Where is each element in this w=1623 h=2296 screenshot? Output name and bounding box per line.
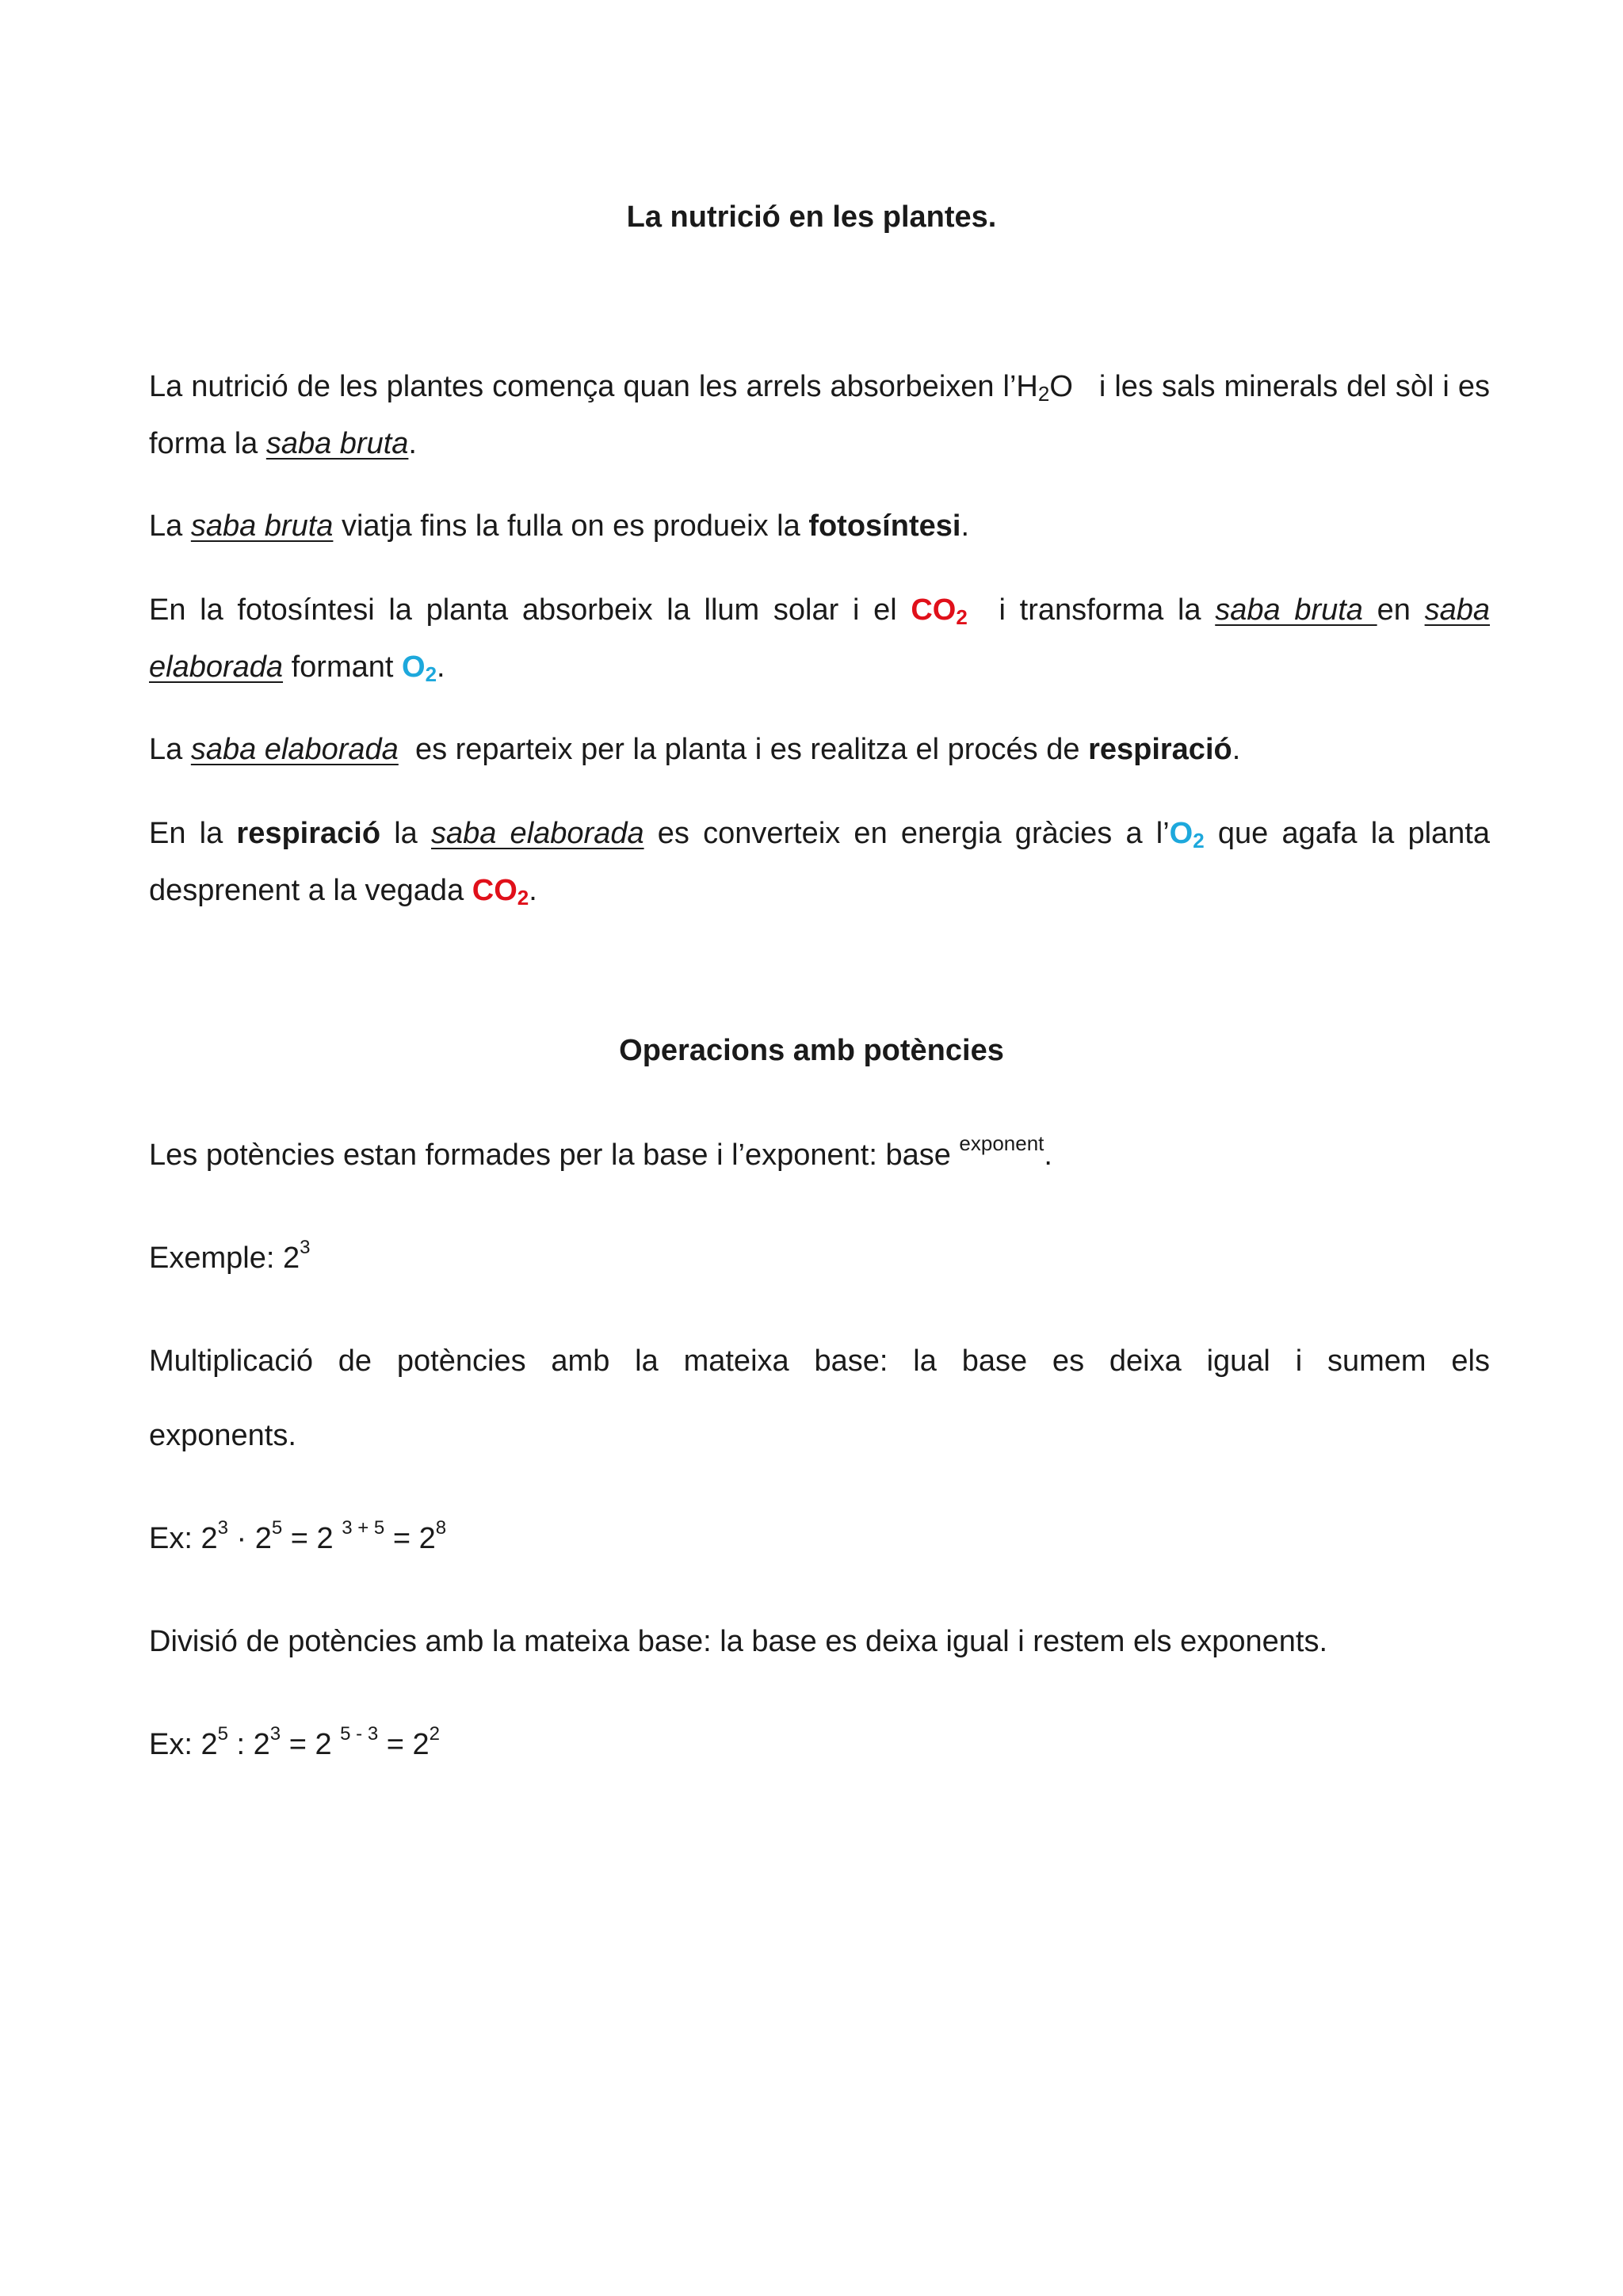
text: viatja fins la fulla on es produeix la <box>333 509 809 543</box>
text: . <box>1044 1138 1052 1172</box>
text: i les sals minerals del sòl i es forma la <box>149 370 1491 460</box>
paragraph-respiracio <box>149 805 1490 919</box>
paragraph-fotosintesi <box>149 582 1490 696</box>
subscript: 2 <box>517 886 529 910</box>
superscript: 3 <box>269 1723 281 1745</box>
o2-formula <box>402 650 437 684</box>
text: En la <box>149 817 237 850</box>
subscript: 2 <box>1193 829 1205 852</box>
superscript: 8 <box>435 1517 447 1539</box>
text: que agafa la planta desprenent a la vegada <box>149 817 1490 907</box>
text: · 2 <box>227 1522 272 1555</box>
text: La <box>149 509 191 543</box>
text: . <box>1232 733 1241 766</box>
text: . <box>529 874 537 907</box>
superscript: 3 <box>300 1237 311 1258</box>
text: O <box>1049 370 1073 403</box>
text: Exemple: 2 <box>149 1241 300 1275</box>
text: = 2 <box>282 1522 342 1555</box>
text: es reparteix per la planta i es realitza el procés de <box>398 733 1089 766</box>
text: la <box>380 817 431 850</box>
text: La <box>149 733 191 766</box>
text: En la fotosíntesi la planta absorbeix la llum solar i el <box>149 593 911 627</box>
paragraph-saba-elaborada <box>149 721 1490 778</box>
text: = 2 <box>378 1728 430 1761</box>
superscript: 5 <box>217 1723 228 1745</box>
text: La nutrició de les plantes comença quan les arrels absorbeixen l’H <box>149 370 1038 403</box>
subscript: 2 <box>1037 382 1050 406</box>
o2-text: O <box>402 650 426 684</box>
paragraph-potencies-definicio <box>149 1127 1490 1184</box>
co2-text: CO <box>911 593 957 627</box>
superscript-exponent: exponent <box>959 1131 1044 1155</box>
o2-text: O <box>1169 817 1193 850</box>
text: Ex: 2 <box>149 1522 218 1555</box>
term-fotosintesi: fotosíntesi <box>808 509 961 543</box>
paragraph-divisio: Divisió de potències amb la mateixa base: la base es deixa igual i restem els exponents. <box>149 1625 1328 1658</box>
text: en <box>1377 593 1425 627</box>
subscript: 2 <box>956 605 968 629</box>
text: . <box>960 509 969 543</box>
paragraph-nutrition-intro <box>149 358 1490 472</box>
term-saba-elaborada: saba elaborada <box>149 593 1491 684</box>
paragraph-saba-bruta <box>149 498 1490 555</box>
superscript: 2 <box>429 1723 440 1745</box>
subscript: 2 <box>425 662 437 686</box>
term-saba-elaborada: saba elaborada <box>430 817 644 850</box>
superscript: 3 <box>217 1517 228 1539</box>
text: . <box>437 650 445 684</box>
co2-formula <box>472 874 529 910</box>
paragraph-multiplicacio-line1: Multiplicació de potències amb la mateixa base: la base es deixa igual i sumem els <box>149 1344 1490 1378</box>
section-title-potencies: Operacions amb potències <box>619 1034 1004 1067</box>
text: i transforma la <box>999 593 1216 627</box>
co2-text: CO <box>472 874 517 907</box>
text: formant <box>283 650 402 684</box>
term-saba-elaborada: saba elaborada <box>190 733 399 766</box>
section-title-nutrition: La nutrició en les plantes. <box>626 200 997 234</box>
co2-formula <box>911 593 967 627</box>
text: . <box>408 427 417 460</box>
paragraph-multiplicacio-exemple <box>149 1510 1490 1567</box>
term-respiracio: respiració <box>1088 733 1232 766</box>
superscript: 5 - 3 <box>340 1723 379 1745</box>
superscript: 3 + 5 <box>342 1517 385 1539</box>
text: es converteix en energia gràcies a l’ <box>643 817 1170 850</box>
text: = 2 <box>281 1728 341 1761</box>
text: Ex: 2 <box>149 1728 218 1761</box>
term-respiracio: respiració <box>236 817 381 850</box>
paragraph-exemple <box>149 1230 1490 1287</box>
o2-formula <box>1170 817 1205 850</box>
text: Les potències estan formades per la base i l’exponent: base <box>149 1138 960 1172</box>
superscript: 5 <box>271 1517 283 1539</box>
term-saba-bruta: saba bruta <box>190 509 334 543</box>
paragraph-divisio-exemple <box>149 1716 1490 1773</box>
text: = 2 <box>384 1522 436 1555</box>
term-saba-bruta: saba bruta <box>1215 593 1377 627</box>
term-saba-bruta: saba bruta <box>265 427 409 460</box>
paragraph-multiplicacio-line2: exponents. <box>149 1419 296 1452</box>
text: : 2 <box>227 1728 270 1761</box>
